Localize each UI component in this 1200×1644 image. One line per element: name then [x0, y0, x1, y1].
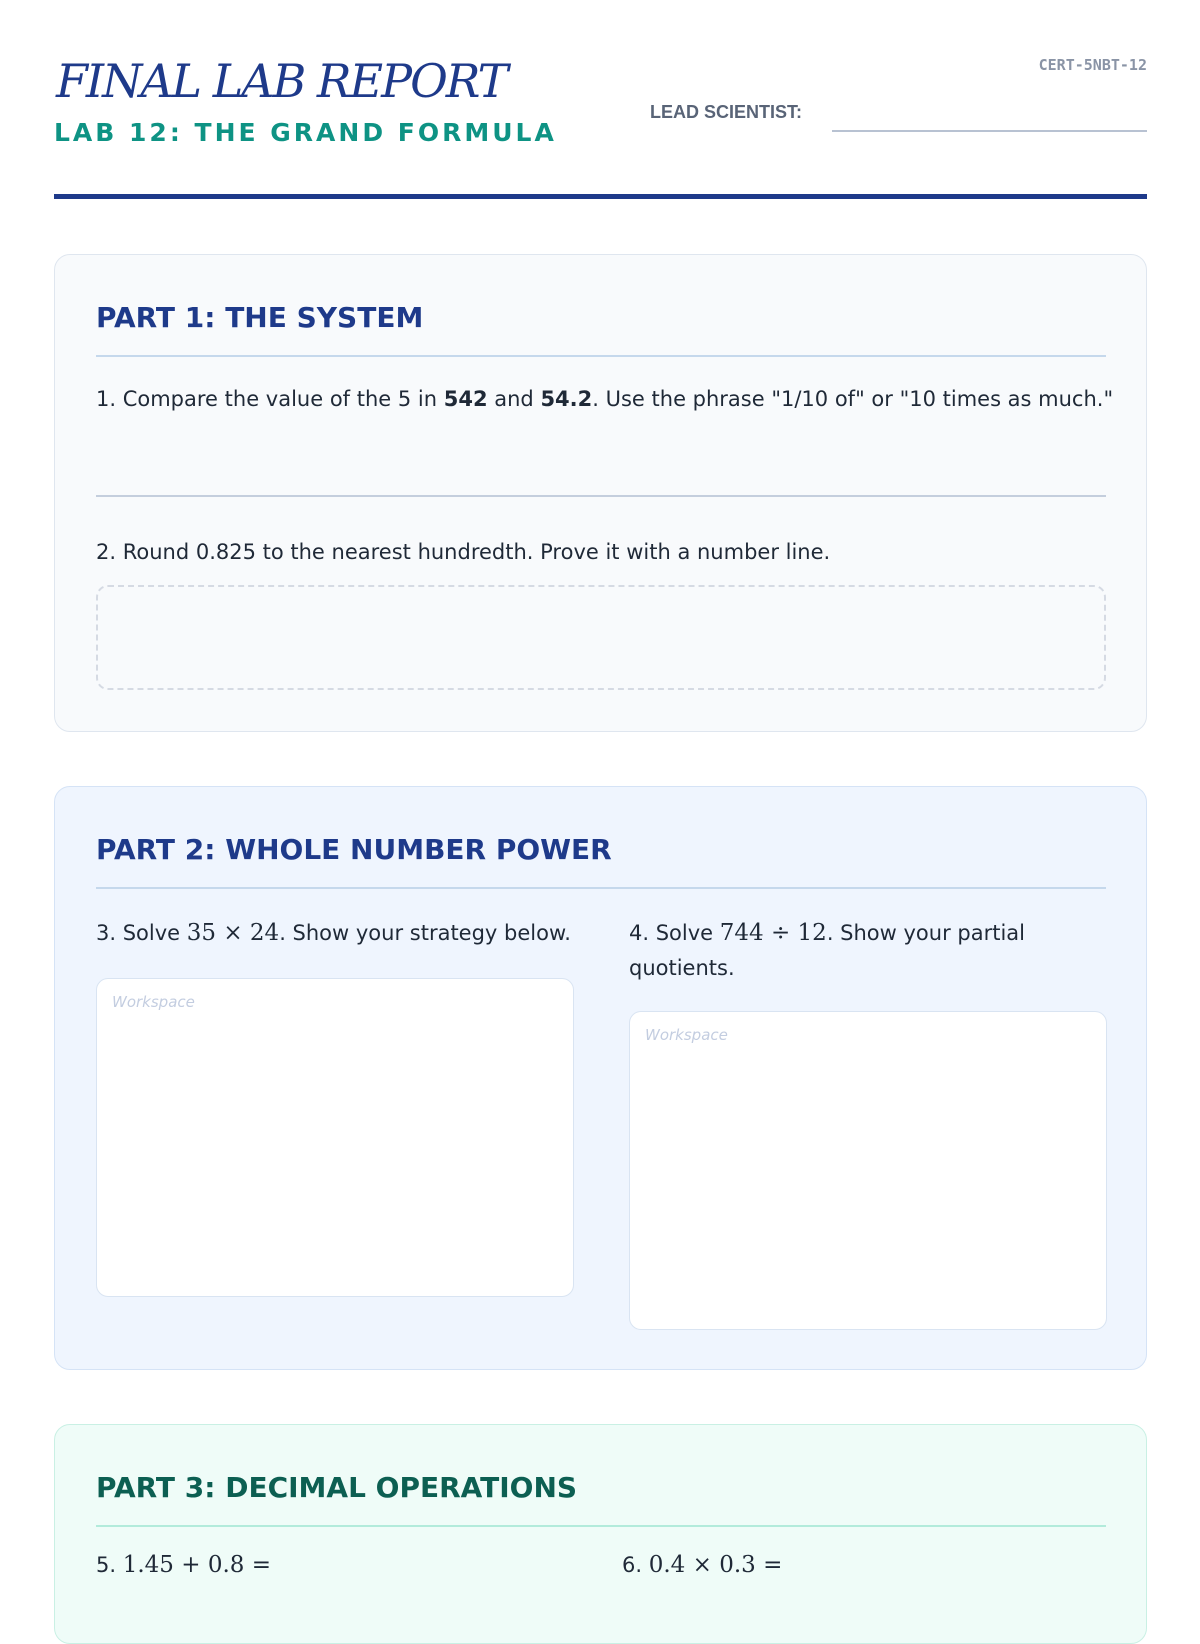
header-divider [54, 194, 1147, 199]
lead-scientist-input-line[interactable] [832, 130, 1147, 132]
lab-report-page [54, 0, 1147, 1578]
report-header [54, 0, 1147, 200]
question-1-number-b: 54.2 [540, 387, 593, 411]
part3-divider [96, 1525, 1106, 1527]
question-2-number-line-box[interactable] [96, 585, 1106, 690]
part3-heading: PART 3: DECIMAL OPERATIONS [96, 1471, 578, 1504]
part2-heading: PART 2: WHOLE NUMBER POWER [96, 833, 612, 866]
question-1-number-a: 542 [443, 387, 488, 411]
question-6 [622, 1547, 782, 1584]
part2-section [54, 786, 1147, 1370]
question-4-prefix: 4. Solve [629, 921, 720, 945]
cert-code: CERT-5NBT-12 [1038, 56, 1147, 74]
question-1-mid: and [487, 387, 541, 411]
question-2: 2. Round 0.825 to the nearest hundredth. Prove it with a number line. [96, 540, 831, 564]
part2-divider [96, 887, 1106, 889]
report-title: FINAL LAB REPORT [56, 54, 507, 108]
question-3-prefix: 3. Solve [96, 921, 187, 945]
question-1 [96, 383, 1113, 417]
part1-section [54, 254, 1147, 732]
part1-heading: PART 1: THE SYSTEM [96, 301, 424, 334]
question-5 [96, 1547, 271, 1584]
question-3-workspace[interactable] [96, 978, 574, 1297]
question-4-suffix: . Show your partial quotients. [629, 921, 1025, 980]
part1-divider [96, 355, 1106, 357]
report-subtitle: LAB 12: THE GRAND FORMULA [54, 118, 557, 147]
lead-scientist-field [650, 100, 1147, 134]
question-6-prefix: 6. [622, 1553, 649, 1577]
question-1-suffix: . Use the phrase "1/10 of" or "10 times as much." [592, 387, 1114, 411]
question-3-expression: 35 × 24 [186, 920, 280, 946]
question-4 [629, 915, 1059, 985]
question-5-expression: 1.45 + 0.8 = [122, 1552, 271, 1578]
part3-section [54, 1424, 1147, 1644]
question-4-workspace[interactable] [629, 1011, 1107, 1330]
question-1-answer-line[interactable] [96, 495, 1106, 497]
question-6-expression: 0.4 × 0.3 = [648, 1552, 783, 1578]
question-4-expression: 744 ÷ 12 [719, 920, 827, 946]
question-3-suffix: . Show your strategy below. [279, 921, 571, 945]
workspace-label: Workspace [112, 993, 195, 1011]
question-5-prefix: 5. [96, 1553, 123, 1577]
question-3 [96, 915, 576, 952]
lead-scientist-label: LEAD SCIENTIST: [650, 102, 803, 122]
workspace-label: Workspace [645, 1026, 728, 1044]
question-1-prefix: 1. Compare the value of the 5 in [96, 387, 444, 411]
